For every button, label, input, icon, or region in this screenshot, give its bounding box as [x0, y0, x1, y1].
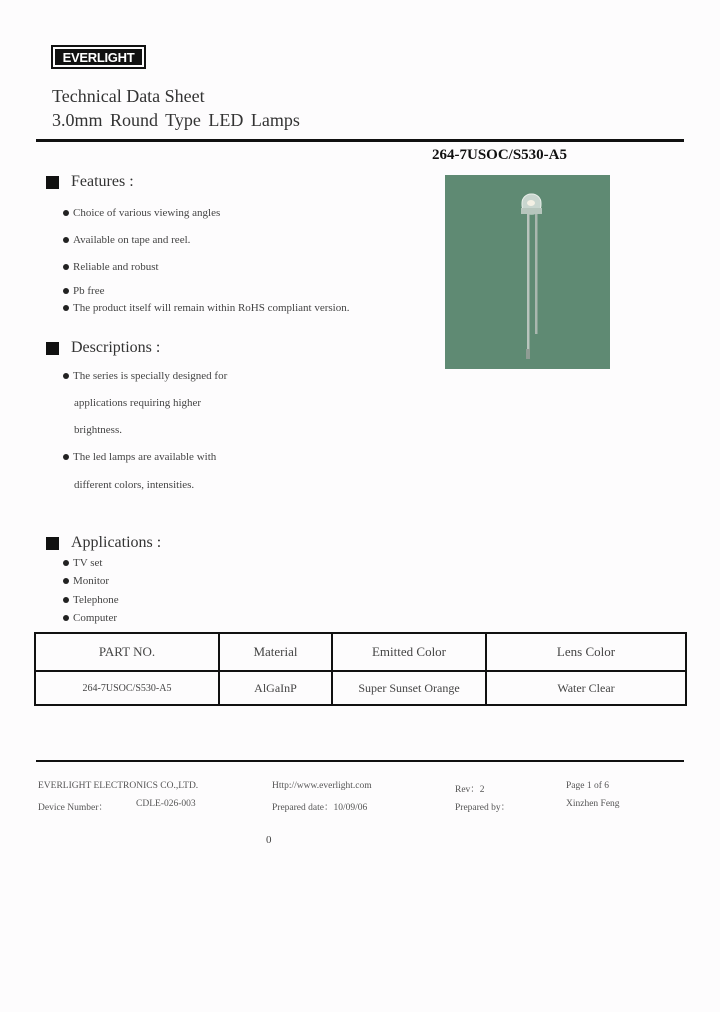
- footer-page-info: Page 1 of 6: [566, 781, 610, 791]
- part-spec-table: [34, 632, 687, 706]
- cell-emitted-color: Super Sunset Orange: [332, 671, 486, 705]
- bullet-icon: [63, 560, 69, 566]
- bullet-icon: [63, 615, 69, 621]
- description-item: The series is specially designed for: [63, 370, 227, 382]
- column-header-emitted-color: Emitted Color: [332, 633, 486, 671]
- led-lamp-icon: [445, 175, 610, 369]
- description-line: applications requiring higher: [74, 397, 202, 409]
- description-item: The led lamps are available with: [63, 451, 216, 463]
- column-header-material: Material: [219, 633, 332, 671]
- document-subtitle: 3.0mm Round Type LED Lamps: [52, 110, 300, 130]
- application-item: Telephone: [63, 594, 119, 606]
- feature-item: Reliable and robust: [63, 261, 159, 273]
- column-header-part-no: PART NO.: [35, 633, 219, 671]
- description-line: brightness.: [74, 424, 122, 436]
- footer-device-number: CDLE-026-003: [136, 799, 196, 809]
- footer-prepared-date: Prepared date：10/09/06: [272, 803, 368, 813]
- bullet-icon: [63, 264, 69, 270]
- applications-heading-text: Applications :: [71, 534, 162, 551]
- footer-preparer: Xinzhen Feng: [566, 799, 620, 809]
- bullet-icon: [63, 373, 69, 379]
- bullet-icon: [63, 288, 69, 294]
- black-square-icon: [46, 537, 59, 550]
- bullet-icon: [63, 454, 69, 460]
- descriptions-heading-text: Descriptions :: [71, 339, 161, 356]
- footer-prepared-by-label: Prepared by：: [455, 803, 511, 813]
- black-square-icon: [46, 176, 59, 189]
- document-title: Technical Data Sheet: [52, 86, 205, 106]
- feature-item: The product itself will remain within RoHS compliant version.: [63, 302, 349, 314]
- footer-website[interactable]: Http://www.everlight.com: [272, 781, 372, 791]
- bullet-icon: [63, 597, 69, 603]
- bullet-icon: [63, 578, 69, 584]
- logo-text: EVERLIGHT: [55, 49, 142, 65]
- features-heading-text: Features :: [71, 173, 134, 190]
- footer-device-number-label: Device Number：: [38, 803, 108, 813]
- table-row: [35, 671, 686, 705]
- bullet-icon: [63, 210, 69, 216]
- footer-rule: [36, 760, 684, 762]
- application-item: TV set: [63, 557, 102, 569]
- cell-part-no: 264-7USOC/S530-A5: [35, 671, 219, 705]
- everlight-logo: [51, 45, 146, 69]
- header-rule: [36, 139, 684, 142]
- description-line: different colors, intensities.: [74, 479, 195, 491]
- cell-lens-color: Water Clear: [486, 671, 686, 705]
- application-item: Monitor: [63, 575, 109, 587]
- feature-item: Choice of various viewing angles: [63, 207, 220, 219]
- bullet-icon: [63, 305, 69, 311]
- feature-item: Pb free: [63, 285, 104, 297]
- black-square-icon: [46, 342, 59, 355]
- footer-revision: Rev：2: [455, 785, 485, 795]
- column-header-lens-color: Lens Color: [486, 633, 686, 671]
- applications-heading: [46, 534, 161, 552]
- bullet-icon: [63, 237, 69, 243]
- descriptions-heading: [46, 339, 160, 357]
- table-header-row: [35, 633, 686, 671]
- footer-company: EVERLIGHT ELECTRONICS CO.,LTD.: [38, 781, 199, 791]
- application-item: Computer: [63, 612, 117, 624]
- page-number: 0: [266, 834, 272, 846]
- part-number: 264-7USOC/S530-A5: [432, 147, 568, 163]
- feature-item: Available on tape and reel.: [63, 234, 190, 246]
- features-heading: [46, 173, 134, 191]
- cell-material: AlGaInP: [219, 671, 332, 705]
- led-product-photo: [445, 175, 610, 369]
